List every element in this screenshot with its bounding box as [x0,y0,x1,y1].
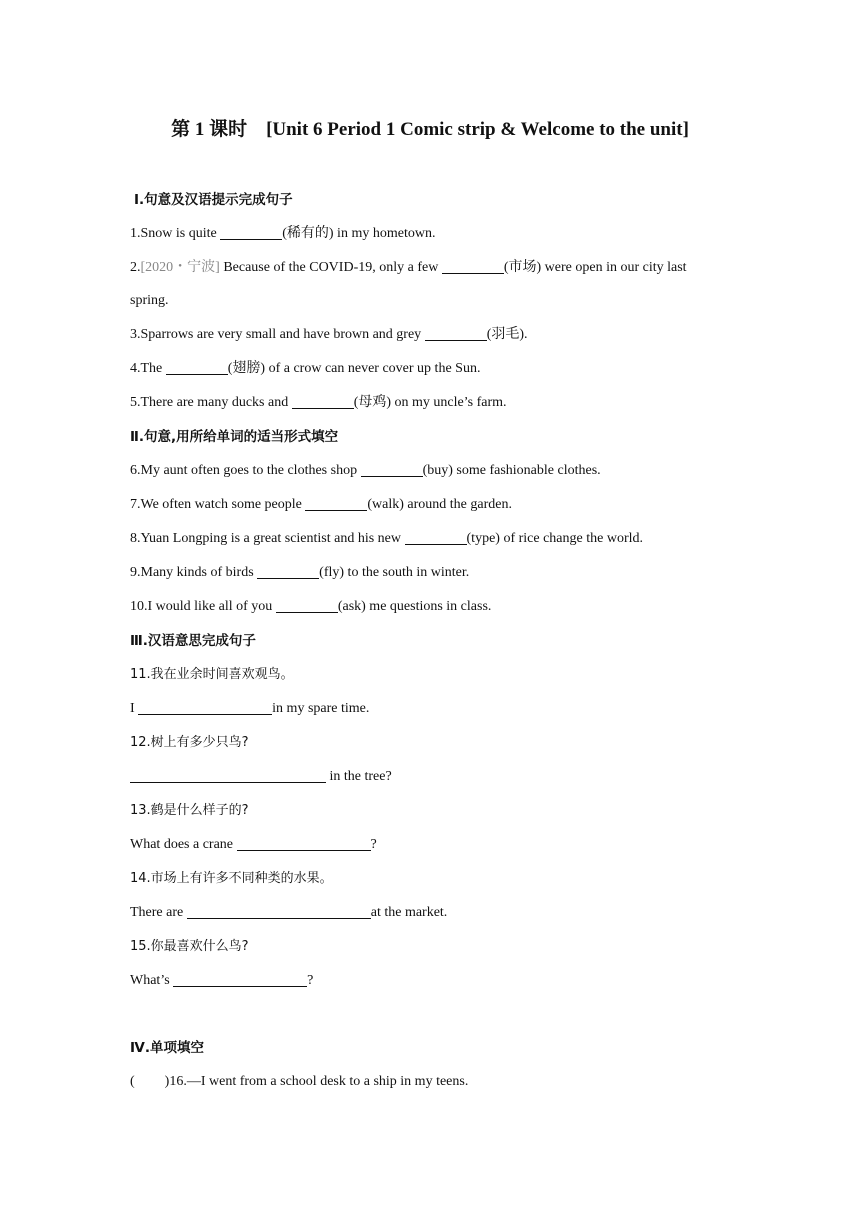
answer-blank[interactable] [305,494,367,511]
answer-blank[interactable] [405,528,467,545]
answer-blank[interactable] [138,698,272,715]
question-15: What’s ? [130,967,740,1001]
page-title: 第 1 课时 [Unit 6 Period 1 Comic strip & Welcome to the unit] [171,119,689,140]
answer-blank[interactable] [130,766,326,783]
question-12: in the tree? [130,763,740,797]
answer-blank[interactable] [442,257,504,274]
question-14-chinese: 14.市场上有许多不同种类的水果。 [130,871,333,886]
answer-blank[interactable] [173,970,307,987]
section-2-heading: Ⅱ.句意,用所给单词的适当形式填空 [130,429,339,445]
answer-blank[interactable] [166,358,228,375]
question-11-chinese: 11.我在业余时间喜欢观鸟。 [130,667,294,682]
answer-blank[interactable] [187,902,371,919]
answer-blank[interactable] [292,392,354,409]
answer-blank[interactable] [237,834,371,851]
question-7: 7.We often watch some people (walk) around the garden. [130,491,740,525]
question-11: I in my spare time. [130,695,740,729]
question-2: 2.[2020・宁波] Because of the COVID-19, only a few (市场) were open in our city last [130,254,740,287]
section-3-heading: Ⅲ.汉语意思完成句子 [130,633,256,649]
question-4: 4.The (翅膀) of a crow can never cover up the Sun. [130,355,740,389]
question-8: 8.Yuan Longping is a great scientist and his new (type) of rice change the world. [130,525,740,559]
question-12-chinese: 12.树上有多少只鸟? [130,735,249,750]
exercise-content [130,186,740,1102]
question-9: 9.Many kinds of birds (fly) to the south in winter. [130,559,740,593]
question-13-chinese: 13.鹤是什么样子的? [130,803,249,818]
answer-blank[interactable] [425,324,487,341]
question-1: 1.Snow is quite (稀有的) in my hometown. [130,220,740,254]
section-1-heading: Ⅰ.句意及汉语提示完成句子 [134,192,293,208]
question-16: ( )16.—I went from a school desk to a ship in my teens. [130,1074,469,1089]
question-2-continued: spring. [130,293,169,308]
question-5: 5.There are many ducks and (母鸡) on my uncle’s farm. [130,389,740,423]
answer-blank[interactable] [361,460,423,477]
question-source: [2020・宁波] [140,260,220,275]
question-6: 6.My aunt often goes to the clothes shop (buy) some fashionable clothes. [130,457,740,491]
section-4-heading: Ⅳ.单项填空 [130,1040,204,1056]
question-15-chinese: 15.你最喜欢什么鸟? [130,939,249,954]
question-13: What does a crane ? [130,831,740,865]
question-14: There are at the market. [130,899,740,933]
question-10: 10.I would like all of you (ask) me questions in class. [130,593,740,627]
question-3: 3.Sparrows are very small and have brown and grey (羽毛). [130,321,740,355]
answer-blank[interactable] [220,223,282,240]
answer-blank[interactable] [257,562,319,579]
answer-blank[interactable] [276,596,338,613]
